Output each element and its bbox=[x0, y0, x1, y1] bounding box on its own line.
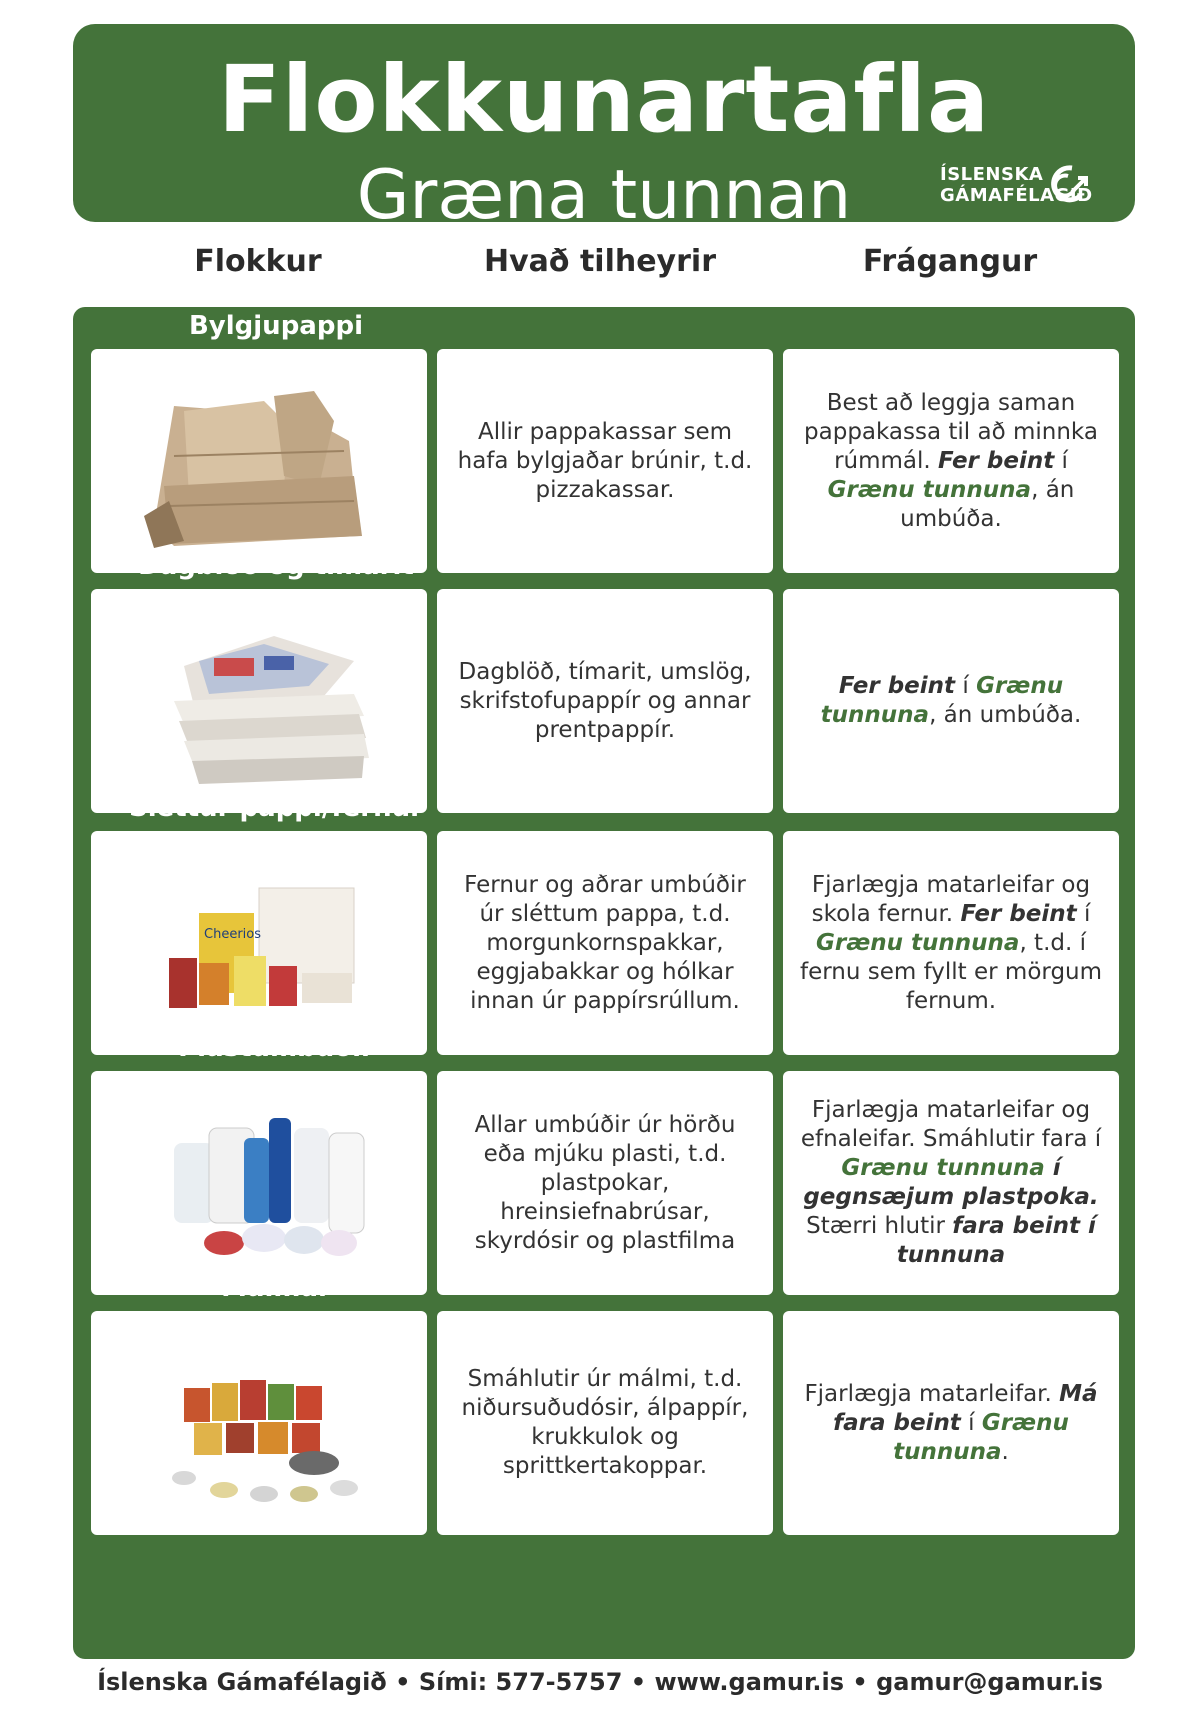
category-image-card bbox=[91, 1311, 427, 1535]
category-label: Plastumbúðir bbox=[178, 1033, 374, 1063]
column-header-category: Flokkur bbox=[194, 244, 322, 279]
what-belongs-card: Dagblöð, tímarit, umslög, skrifstofupappír og annar prentpappír. bbox=[437, 589, 773, 813]
company-logo bbox=[940, 146, 1093, 206]
cartons-image bbox=[114, 848, 404, 1038]
logo-arrow-icon bbox=[1042, 164, 1090, 204]
handling-card: Fjarlægja matarleifar og efnaleifar. Smáhlutir fara í Grænu tunnuna í gegnsæjum plastpoka. Stærri hlutir fara beint í tunnuna bbox=[783, 1071, 1119, 1295]
handling-card: Fjarlægja matarleifar og skola fernur. Fer beint í Grænu tunnuna, t.d. í fernu sem fyllt er mörgum fernum. bbox=[783, 831, 1119, 1055]
handling-card: Fjarlægja matarleifar. Má fara beint í Grænu tunnuna. bbox=[783, 1311, 1119, 1535]
sorting-table bbox=[73, 307, 1135, 1659]
page-subtitle: Græna tunnan bbox=[356, 156, 852, 235]
category-label: Dagblöð og tímarit bbox=[138, 551, 414, 581]
svg-text:Cheerios: Cheerios bbox=[204, 927, 261, 942]
footer-contact: Íslenska Gámafélagið • Sími: 577-5757 • www.gamur.is • gamur@gamur.is bbox=[97, 1668, 1103, 1696]
category-image-card bbox=[91, 589, 427, 813]
header-banner bbox=[73, 24, 1135, 235]
what-belongs-card: Allir pappakassar sem hafa bylgjaðar brúnir, t.d. pizzakassar. bbox=[437, 349, 773, 573]
handling-card: Fer beint í Grænu tunnuna, án umbúða. bbox=[783, 589, 1119, 813]
logo-text: ÍSLENSKA GÁMAFÉLAGIÐ bbox=[940, 164, 1093, 206]
plastic-packaging-image bbox=[114, 1088, 404, 1278]
what-belongs-card: Smáhlutir úr málmi, t.d. niðursuðudósir, álpappír, krukkulok og sprittkertakoppar. bbox=[437, 1311, 773, 1535]
column-header-what: Hvað tilheyrir bbox=[483, 244, 716, 279]
category-label: Málmar bbox=[221, 1273, 331, 1303]
category-label: Sléttur pappi/fernur bbox=[129, 793, 423, 823]
category-label: Bylgjupappi bbox=[188, 311, 363, 341]
category-image-card bbox=[91, 831, 427, 1055]
what-belongs-card: Allar umbúðir úr hörðu eða mjúku plasti, t.d. plastpokar, hreinsiefnabrúsar, skyrdósir og plastfilma bbox=[437, 1071, 773, 1295]
column-header-how: Frágangur bbox=[862, 244, 1038, 279]
newspapers-image bbox=[114, 606, 404, 796]
what-belongs-card: Fernur og aðrar umbúðir úr sléttum pappa, t.d. morgunkornspakkar, eggjabakkar og hólkar innan úr pappírsrúllum. bbox=[437, 831, 773, 1055]
page-title: Flokkunartafla bbox=[217, 46, 991, 153]
metal-cans-image bbox=[114, 1328, 404, 1518]
category-image-card bbox=[91, 1071, 427, 1295]
handling-card: Best að leggja saman pappakassa til að minnka rúmmál. Fer beint í Grænu tunnuna, án umbúða. bbox=[783, 349, 1119, 573]
category-image-card bbox=[91, 349, 427, 573]
cardboard-boxes-image bbox=[114, 366, 404, 556]
